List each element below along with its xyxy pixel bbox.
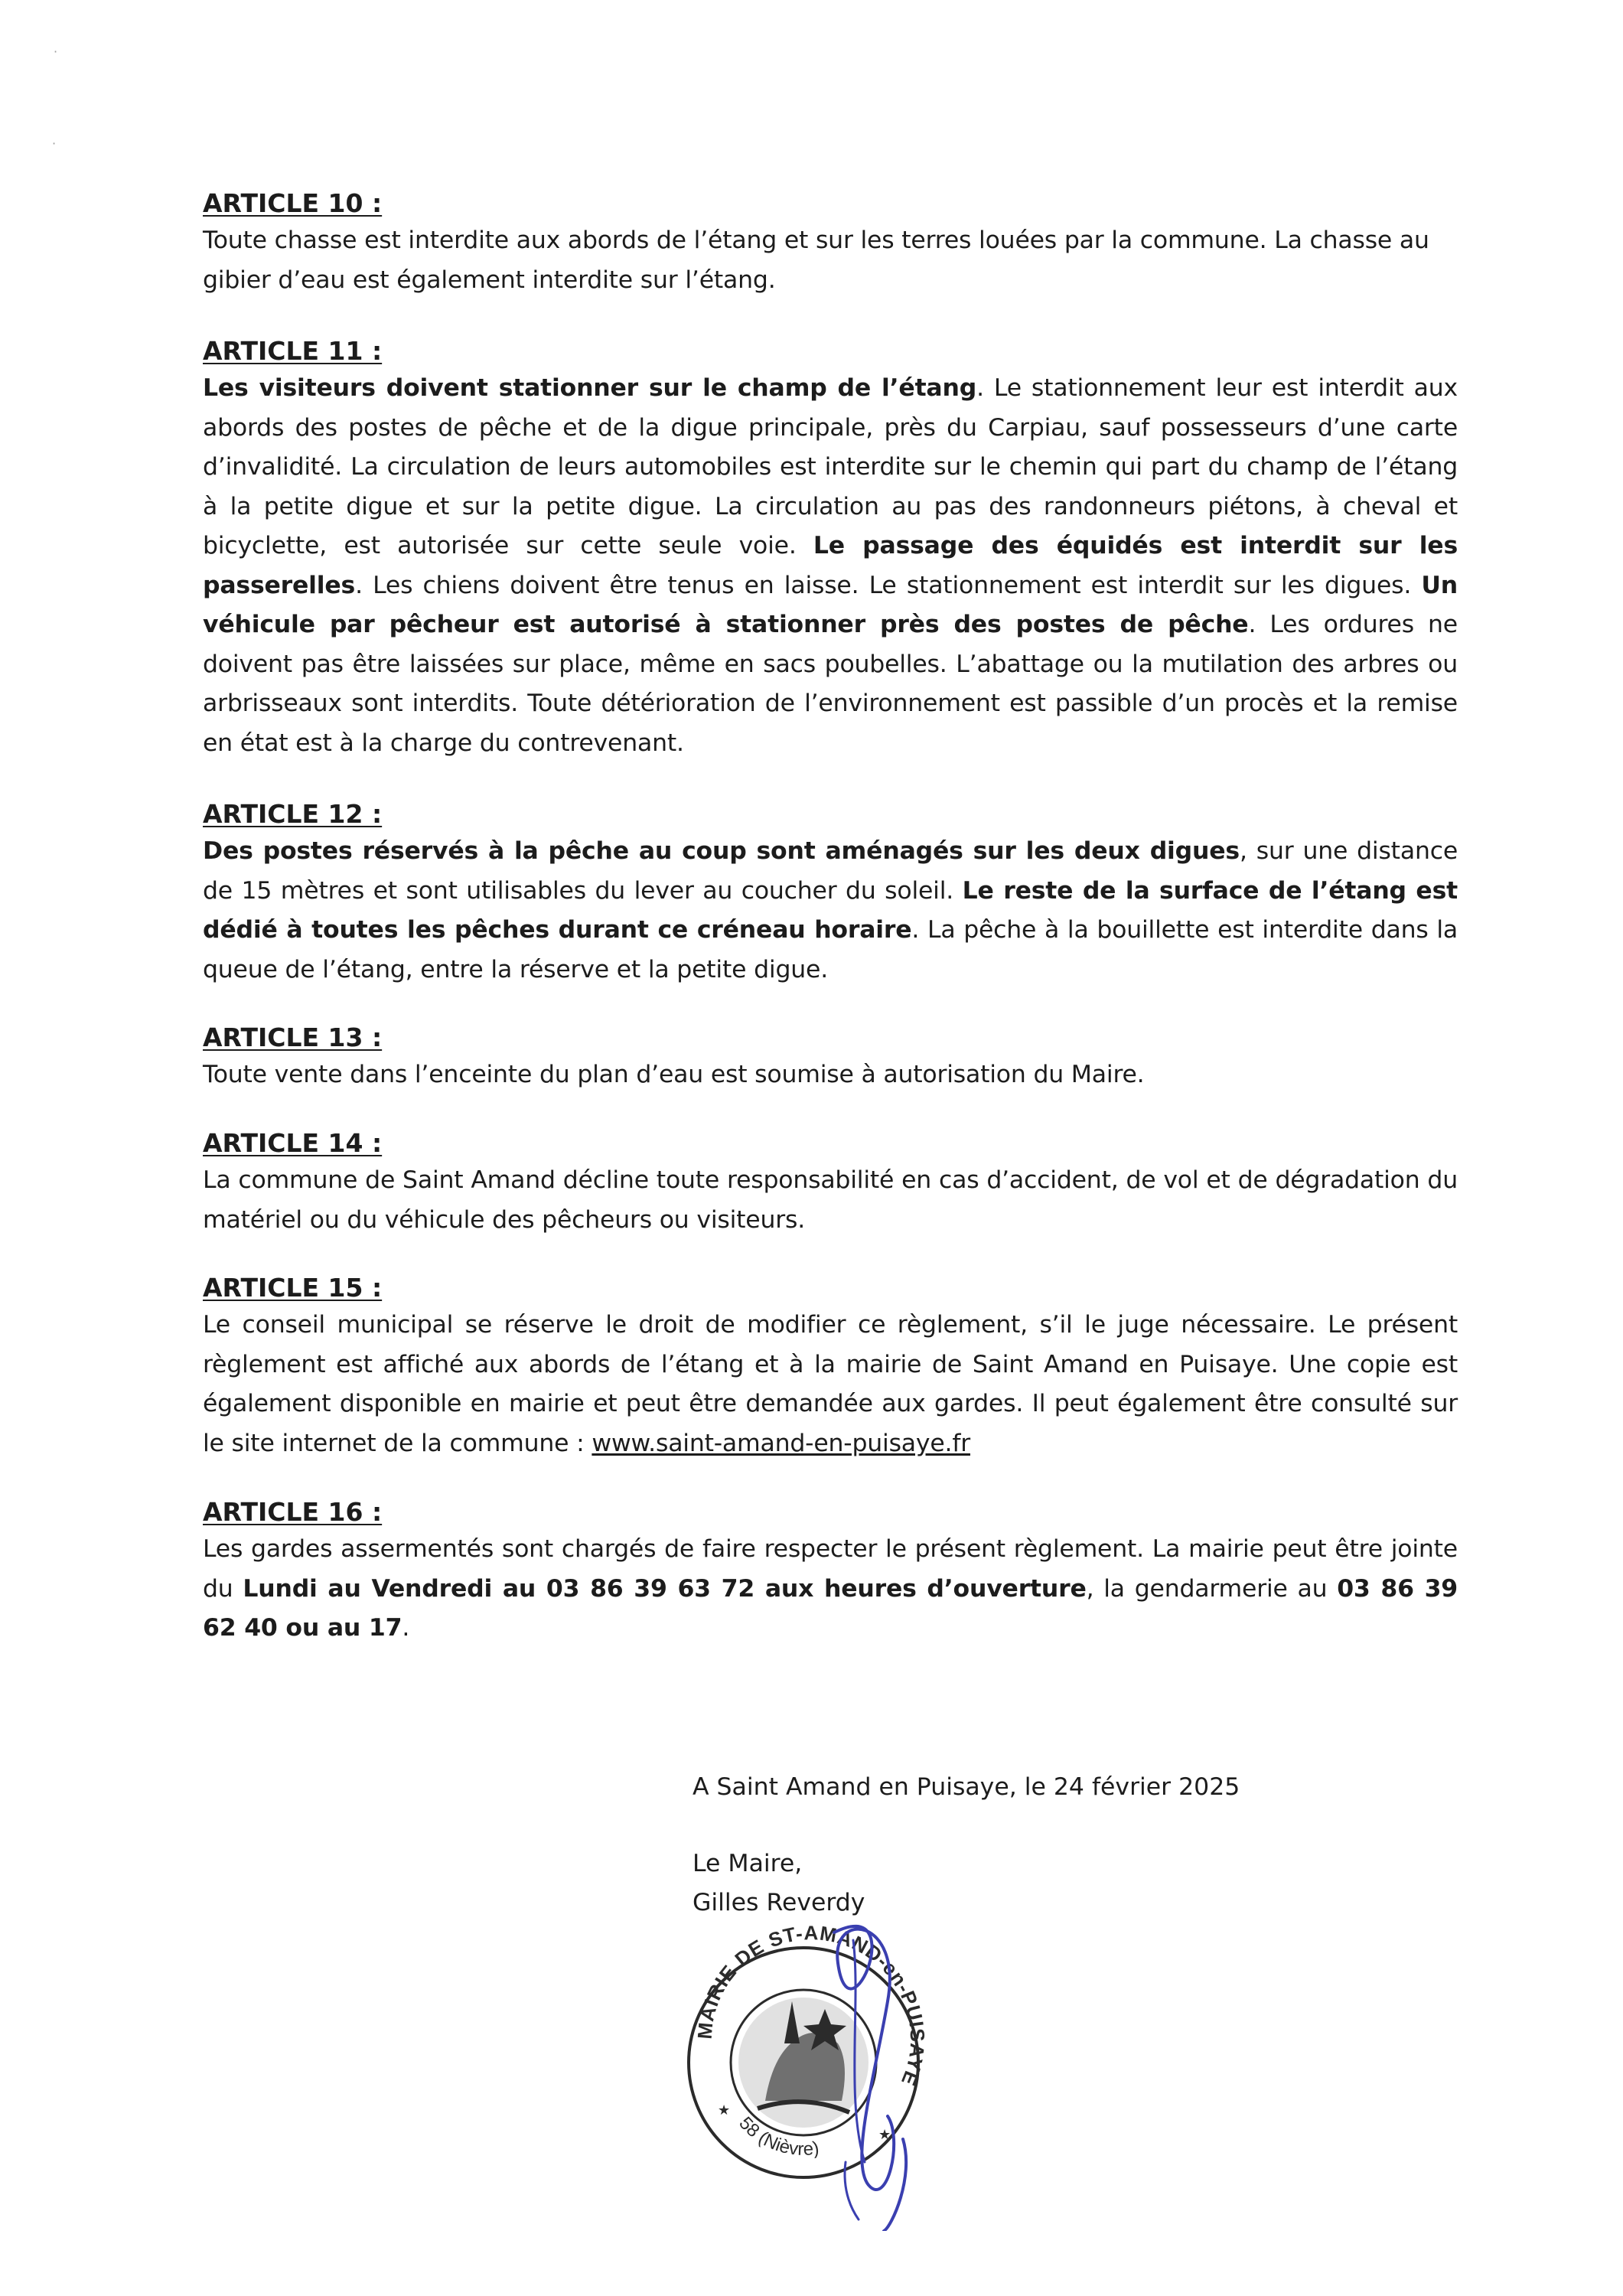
article-heading: ARTICLE 14 :: [203, 1128, 383, 1158]
article-15: [203, 1272, 1458, 1463]
article-body: [203, 369, 1458, 763]
article-heading: ARTICLE 15 :: [203, 1273, 383, 1303]
bold-text: 03 86 39 62 40 ou au 17: [203, 1574, 1458, 1642]
article-12: [203, 798, 1458, 990]
article-16: [203, 1496, 1458, 1649]
article-heading: ARTICLE 12 :: [203, 799, 383, 829]
text-segment: La commune de Saint Amand décline toute responsabilité en cas d’accident, de vol et de dégradation du matériel ou du véhicule des pêcheurs ou visiteurs.: [203, 1166, 1458, 1234]
article-body: [203, 1161, 1458, 1240]
bold-text: Des postes réservés à la pêche au coup sont aménagés sur les deux digues: [203, 837, 1240, 865]
closing-block: [693, 1768, 1305, 1807]
article-11: [203, 335, 1458, 763]
scan-speck: ·: [52, 136, 57, 151]
place-date: A Saint Amand en Puisaye, le 24 février 2025: [693, 1773, 1240, 1801]
coat-of-arms-icon: [738, 1998, 869, 2128]
article-body: [203, 1055, 1458, 1095]
seal-bottom-text: 58 (Nièvre): [735, 2112, 821, 2161]
website-link[interactable]: www.saint-amand-en-puisaye.fr: [592, 1429, 970, 1457]
article-body: [203, 1306, 1458, 1463]
article-13: [203, 1022, 1458, 1095]
text-segment: . La pêche à la bouillette est interdite dans la queue de l’étang, entre la réserve et la petite digue.: [203, 916, 1458, 983]
article-heading: ARTICLE 11 :: [203, 336, 383, 366]
bold-text: Le passage des équidés est interdit sur les passerelles: [203, 532, 1458, 599]
article-heading: ARTICLE 10 :: [203, 188, 383, 218]
article-heading: ARTICLE 16 :: [203, 1497, 383, 1527]
signatory-role: Le Maire,: [693, 1850, 803, 1877]
text-segment: . Le stationnement leur est interdit aux abords des postes de pêche et de la digue principale, près du Carpiau, sauf possesseurs d’une carte d’invalidité. La circulation de leurs automobiles est interdite sur le chemin qui part du champ de l’étang à la petite digue et sur la petite digue. La circulation au pas des randonneurs piétons, à cheval et bicyclette, est autorisée sur cette seule voie.: [203, 374, 1458, 559]
seal-arc-text: MAIRIE DE ST-AMAND-en-PUISAYE: [693, 1921, 930, 2090]
signatory-name: Gilles Reverdy: [693, 1889, 865, 1916]
star-icon: ★: [718, 2102, 731, 2118]
bold-text: Les visiteurs doivent stationner sur le champ de l’étang: [203, 374, 977, 402]
text-segment: .: [402, 1614, 410, 1642]
text-segment: Le conseil municipal se réserve le droit de modifier ce règlement, s’il le juge nécessaire. Le présent règlement est affiché aux abords de l’étang et à la mairie de Saint Amand en Puisaye. Une copie est également disponible en mairie et peut être demandée aux gardes. Il peut également être consulté sur le site internet de la commune :: [203, 1311, 1458, 1457]
star-icon: ★: [878, 2127, 891, 2143]
text-segment: Les gardes assermentés sont chargés de faire respecter le présent règlement. La mairie peut être jointe du: [203, 1535, 1458, 1603]
bold-text: Lundi au Vendredi au 03 86 39 63 72 aux heures d’ouverture: [243, 1574, 1087, 1603]
text-segment: , sur une distance de 15 mètres et sont utilisables du lever au coucher du soleil.: [203, 837, 1458, 905]
text-segment: , la gendarmerie au: [1086, 1574, 1338, 1603]
article-14: [203, 1127, 1458, 1240]
official-seal: [658, 1910, 964, 2231]
text-segment: Toute vente dans l’enceinte du plan d’eau est soumise à autorisation du Maire.: [203, 1061, 1145, 1088]
article-body: [203, 1530, 1458, 1649]
article-10: [203, 188, 1458, 300]
text-segment: . Les chiens doivent être tenus en laisse. Le stationnement est interdit sur les digues.: [355, 571, 1422, 599]
article-heading: ARTICLE 13 :: [203, 1022, 383, 1052]
article-body: [203, 832, 1458, 990]
text-segment: Toute chasse est interdite aux abords de l’étang et sur les terres louées par la commune. La chasse au gibier d’eau est également interdite sur l’étang.: [203, 227, 1429, 294]
bold-text: Le reste de la surface de l’étang est dédié à toutes les pêches durant ce créneau horaire: [203, 876, 1458, 944]
bold-text: Un véhicule par pêcheur est autorisé à stationner près des postes de pêche: [203, 571, 1458, 638]
scan-speck: ·: [54, 44, 58, 59]
text-segment: . Les ordures ne doivent pas être laissées sur place, même en sacs poubelles. L’abattage ou la mutilation des arbres ou arbrisseaux sont interdits. Toute détérioration de l’environnement est passible d’un procès et la remise en état est à la charge du contrevenant.: [203, 611, 1458, 757]
article-body: [203, 221, 1458, 300]
